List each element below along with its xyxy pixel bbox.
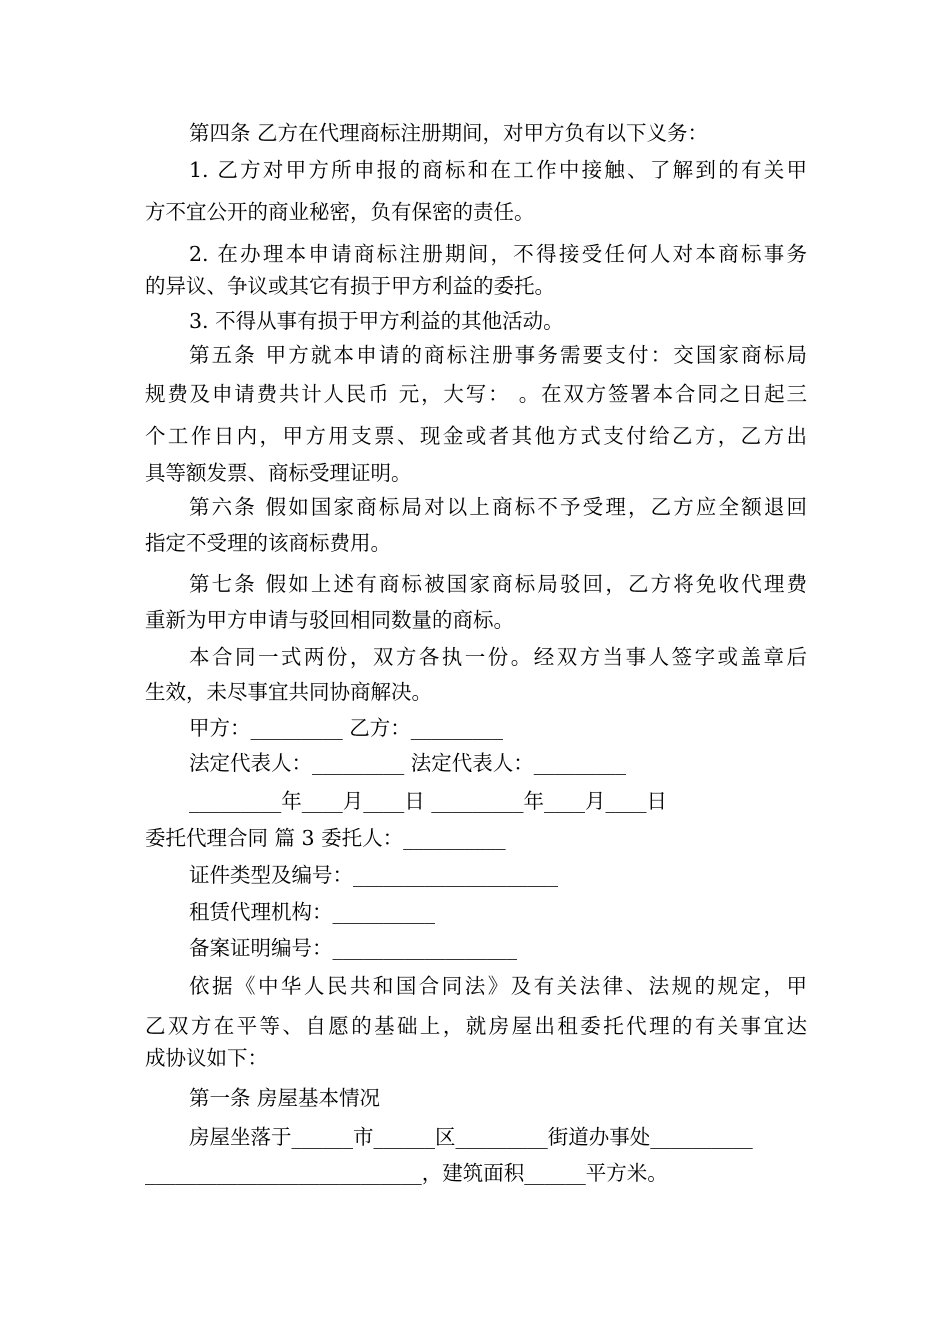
article-5-line-2: 规费及申请费共计人民币 元，大写： 。在双方签署本合同之日起三 (145, 382, 807, 406)
article-6-line-2: 指定不受理的该商标费用。 (145, 531, 391, 555)
article-7-line-1: 第七条 假如上述有商标被国家商标局驳回，乙方将免收代理费 (189, 572, 807, 596)
article-5-line-4: 具等额发票、商标受理证明。 (145, 461, 412, 485)
preamble-line-1: 依据《中华人民共和国合同法》及有关法律、法规的规定，甲 (189, 974, 807, 998)
rental-agency-line: 租赁代理机构：__________ (189, 900, 435, 924)
article-4-item-2-line-1: 2. 在办理本申请商标注册期间，不得接受任何人对本商标事务 (189, 242, 807, 266)
article-4-item-1-line-2: 方不宜公开的商业秘密，负有保密的责任。 (145, 200, 535, 224)
article-4-item-2-line-2: 的异议、争议或其它有损于甲方利益的委托。 (145, 274, 555, 298)
article-5-line-1: 第五条 甲方就本申请的商标注册事务需要支付：交国家商标局 (189, 343, 807, 367)
article-6-line-1: 第六条 假如国家商标局对以上商标不予受理，乙方应全额退回 (189, 495, 807, 519)
copies-clause-line-2: 生效，未尽事宜共同协商解决。 (145, 680, 432, 704)
party-signature-line: 甲方：_________ 乙方：_________ (189, 716, 504, 740)
property-location-line-2: ___________________________，建筑面积______平方米。 (145, 1161, 668, 1185)
article-4-heading: 第四条 乙方在代理商标注册期间，对甲方负有以下义务： (189, 121, 709, 145)
filing-certificate-line: 备案证明编号：__________________ (189, 936, 517, 960)
article-4-item-1-line-1: 1. 乙方对甲方所申报的商标和在工作中接触、了解到的有关甲 (189, 158, 807, 182)
article-5-line-3: 个工作日内，甲方用支票、现金或者其他方式支付给乙方，乙方出 (145, 424, 807, 448)
property-location-line-1: 房屋坐落于______市______区_________街道办事处__________ (189, 1125, 753, 1149)
copies-clause-line-1: 本合同一式两份，双方各执一份。经双方当事人签字或盖章后 (189, 645, 807, 669)
legal-representative-line: 法定代表人：_________ 法定代表人：_________ (189, 751, 627, 775)
preamble-line-2: 乙双方在平等、自愿的基础上，就房屋出租委托代理的有关事宜达 (145, 1014, 807, 1038)
article-7-line-2: 重新为甲方申请与驳回相同数量的商标。 (145, 608, 514, 632)
article-4-item-3: 3. 不得从事有损于甲方利益的其他活动。 (189, 309, 564, 333)
section-title-principal-line: 委托代理合同 篇 3 委托人：__________ (145, 826, 506, 850)
preamble-line-3: 成协议如下： (145, 1046, 268, 1070)
article-1-heading: 第一条 房屋基本情况 (189, 1086, 381, 1110)
id-type-number-line: 证件类型及编号：____________________ (189, 863, 558, 887)
signature-date-line: _________年____月____日 _________年____月____日 (189, 789, 668, 813)
